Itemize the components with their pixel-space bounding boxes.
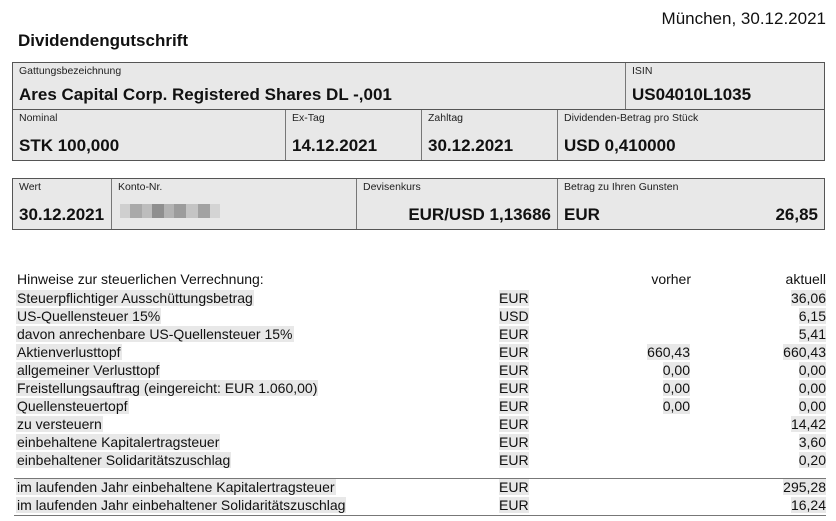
tax-row-aktuell: 0,00 [798,362,826,378]
tax-row-aktuell: 5,41 [798,326,826,342]
tax-row [16,362,826,380]
konto-label: Konto-Nr. [118,181,163,193]
wert-value: 30.12.2021 [19,205,105,224]
year-total-currency: EUR [499,497,529,513]
tax-row-currency: EUR [499,362,529,378]
nominal-label: Nominal [19,112,58,124]
tax-row-aktuell: 0,00 [798,380,826,396]
zahltag-cell [422,110,557,160]
tax-row-currency: EUR [499,380,529,396]
tax-row-vorher: 660,43 [647,344,690,360]
tax-row-desc: einbehaltener Solidaritätszuschlag [17,452,231,468]
redacted-account-number [120,204,220,218]
year-total-row [16,479,826,497]
tax-row-aktuell: 3,60 [798,434,826,450]
tax-row-desc: einbehaltene Kapitalertragsteuer [17,434,220,450]
tax-heading: Hinweise zur steuerlichen Verrechnung: [17,271,264,287]
tax-row-desc: zu versteuern [17,416,102,432]
tax-row-aktuell: 0,00 [798,398,826,414]
devisenkurs-label: Devisenkurs [363,181,421,193]
tax-row-currency: EUR [499,398,529,414]
credit-amount: 26,85 [775,205,818,224]
year-total-amount: 16,24 [790,497,826,513]
nominal-cell [13,110,285,160]
tax-row-currency: EUR [499,452,529,468]
tax-row [16,434,826,452]
tax-row-currency: USD [499,308,529,324]
payment-box [12,178,825,230]
tax-row-currency: EUR [499,416,529,432]
document-title: Dividendengutschrift [18,31,189,50]
tax-row-aktuell: 14,42 [790,416,826,432]
year-total-currency: EUR [499,479,529,495]
tax-row-aktuell: 0,20 [798,452,826,468]
tax-row-currency: EUR [499,434,529,450]
devisenkurs-cell [357,179,557,229]
tax-row-desc: allgemeiner Verlusttopf [17,362,160,378]
konto-cell [112,179,356,229]
tax-row-desc: Aktienverlusttopf [17,344,121,360]
isin-cell [626,63,824,109]
details-box [12,109,825,161]
security-box [12,62,825,110]
tax-row-vorher: 0,00 [662,380,690,396]
zahltag-value: 30.12.2021 [428,136,514,155]
tax-row [16,380,826,398]
place-date: München, 30.12.2021 [661,9,826,28]
ex-tag-cell [286,110,421,160]
year-total-amount: 295,28 [783,479,826,495]
isin-label: ISIN [632,65,653,77]
tax-row [16,308,826,326]
dividend-amount-label: Dividenden-Betrag pro Stück [564,112,699,124]
tax-row-currency: EUR [499,344,529,360]
tax-row [16,290,826,308]
ex-tag-value: 14.12.2021 [292,136,378,155]
dividend-amount-value: USD 0,410000 [564,136,676,155]
tax-row-desc: US-Quellensteuer 15% [17,308,161,324]
tax-row-currency: EUR [499,326,529,342]
credit-currency: EUR [564,205,600,224]
zahltag-label: Zahltag [428,112,464,124]
nominal-value: STK 100,000 [19,136,120,155]
dividend-amount-cell [558,110,824,160]
tax-row-desc: Quellensteuertopf [17,398,128,414]
tax-row-vorher: 0,00 [662,362,690,378]
security-name-label: Gattungsbezeichnung [19,65,122,77]
year-total-desc: im laufenden Jahr einbehaltene Kapitalertragsteuer [17,479,335,495]
year-total-row [16,497,826,515]
ex-tag-label: Ex-Tag [292,112,325,124]
security-name: Ares Capital Corp. Registered Shares DL -,001 [19,85,392,104]
credit-amount-label: Betrag zu Ihren Gunsten [564,181,679,193]
column-aktuell: aktuell [785,271,826,287]
tax-row-vorher: 0,00 [662,398,690,414]
wert-cell [13,179,111,229]
tax-row [16,416,826,434]
isin-value: US04010L1035 [632,85,752,104]
tax-header [17,271,826,289]
year-total-desc: im laufenden Jahr einbehaltener Solidaritätszuschlag [17,497,346,513]
tax-row-currency: EUR [499,290,529,306]
tax-row [16,344,826,362]
tax-row-desc: Steuerpflichtiger Ausschüttungsbetrag [17,290,253,306]
tax-row-aktuell: 660,43 [783,344,826,360]
tax-row-desc: Freistellungsauftrag (eingereicht: EUR 1.060,00) [17,380,318,396]
tax-row-aktuell: 6,15 [798,308,826,324]
tax-row [16,452,826,470]
column-vorher: vorher [651,271,691,287]
devisenkurs-value: EUR/USD 1,13686 [408,205,551,224]
credit-amount-cell [558,179,824,229]
tax-row-desc: davon anrechenbare US-Quellensteuer 15% [17,326,293,342]
tax-row [16,326,826,344]
security-name-cell [13,63,625,109]
tax-row [16,398,826,416]
wert-label: Wert [19,181,41,193]
tax-row-aktuell: 36,06 [790,290,826,306]
